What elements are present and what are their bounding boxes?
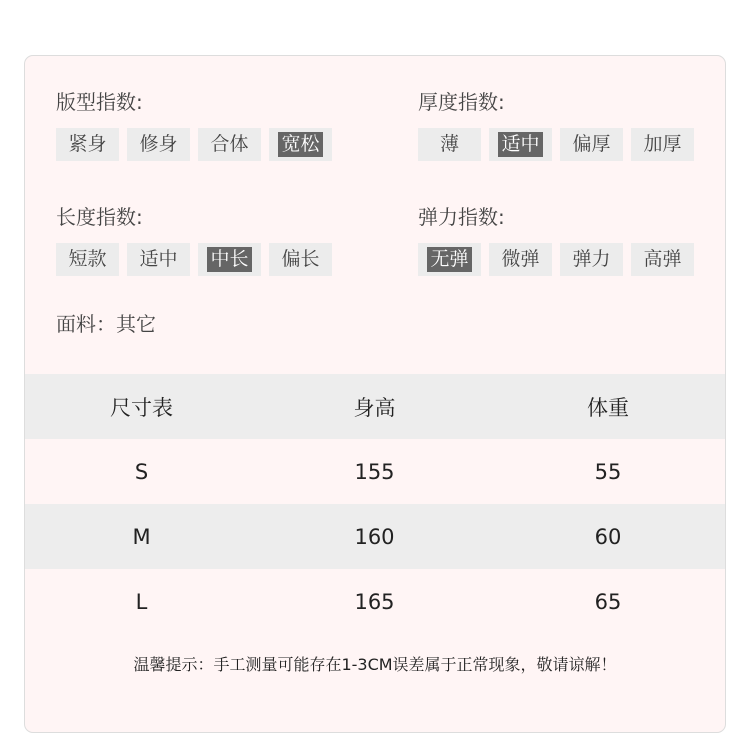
thickness-option-label: 加厚 [643,133,682,155]
length-index-tags [56,243,332,276]
length-index-title: 长度指数: [56,205,143,229]
table-row [25,439,725,504]
measurement-note: 温馨提示：手工测量可能存在1-3CM误差属于正常现象，敬请谅解！ [133,655,617,674]
height-cell: 165 [354,589,395,614]
fit-index-tags [56,128,332,161]
table-row [25,504,725,569]
table-row [25,569,725,634]
fit-option-label: 紧身 [68,133,107,155]
size-cell: L [135,589,148,614]
length-option-3 [269,243,332,276]
weight-cell: 55 [594,459,622,484]
fit-index-title: 版型指数: [56,90,143,114]
elasticity-option-3 [631,243,694,276]
size-table [25,374,725,634]
size-table-header [25,374,725,439]
thickness-option-1 [489,128,552,161]
weight-cell: 60 [594,524,622,549]
thickness-index-title: 厚度指数: [418,90,505,114]
fit-option-3 [269,128,332,161]
thickness-option-2 [560,128,623,161]
thickness-option-label: 偏厚 [572,133,611,155]
fit-option-label: 修身 [139,133,178,155]
elasticity-option-2 [560,243,623,276]
elasticity-option-1 [489,243,552,276]
size-cell: M [132,524,151,549]
length-option-2 [198,243,261,276]
thickness-option-label: 适中 [498,132,542,157]
header-size: 尺寸表 [110,395,173,420]
length-option-0 [56,243,119,276]
length-option-label: 偏长 [281,248,320,270]
fit-option-1 [127,128,190,161]
height-cell: 155 [354,459,395,484]
elasticity-index-group [418,202,694,276]
thickness-option-3 [631,128,694,161]
thickness-index-group [418,87,694,161]
thickness-option-0 [418,128,481,161]
length-index-group [56,202,332,276]
header-height: 身高 [353,395,396,420]
length-option-1 [127,243,190,276]
length-option-label: 中长 [207,247,251,272]
fit-index-group [56,87,332,161]
length-option-label: 短款 [68,248,107,270]
thickness-option-label: 薄 [439,133,459,155]
height-cell: 160 [354,524,395,549]
fit-option-0 [56,128,119,161]
elasticity-option-label: 无弹 [427,247,471,272]
fit-option-label: 合体 [210,133,249,155]
length-option-label: 适中 [139,248,178,270]
elasticity-index-title: 弹力指数: [418,205,505,229]
weight-cell: 65 [594,589,622,614]
elasticity-option-label: 弹力 [572,248,611,270]
elasticity-option-label: 微弹 [501,248,540,270]
fabric-label: 面料：其它 [56,312,156,336]
size-cell: S [134,459,149,484]
product-info-card [24,55,726,733]
fit-option-label: 宽松 [278,132,322,157]
header-weight: 体重 [587,395,629,420]
elasticity-index-tags [418,243,694,276]
elasticity-option-label: 高弹 [643,248,682,270]
fit-option-2 [198,128,261,161]
thickness-index-tags [418,128,694,161]
elasticity-option-0 [418,243,481,276]
